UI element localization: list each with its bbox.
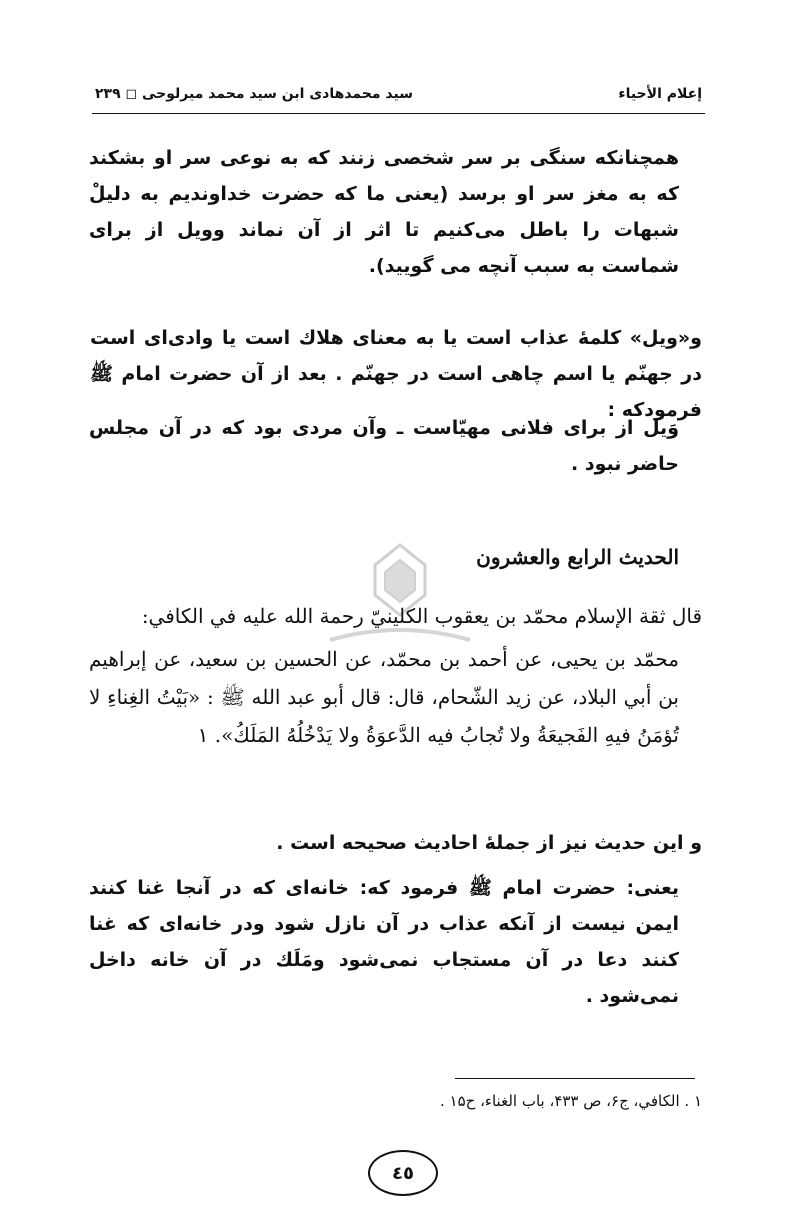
book-title: إعلام الأحياء (618, 86, 702, 102)
hadith-text: محمّد بن يحيى، عن أحمد بن محمّد، عن الحسين بن سعيد، عن إبراهيم بن أبي البلاد، عن زيد الشّحام، قال: قال أبو عبد الله ﷺ : «بَيْتُ الغِناءِ لا تُؤمَنُ فيهِ الفَجيعَةُ ولا تُجابُ فيه الدَّعوَةُ ولا يَدْخُلُهُ المَلَكُ». ١ (89, 647, 679, 747)
paragraph-3: وَیل از برای فلانی مهیّاست ـ وآن مردی بود که در آن مجلس حاضر نبود . (89, 417, 679, 475)
paragraph-4: و این حدیث نیز از جملهٔ احادیث صحیحه است . (276, 832, 702, 854)
header-divider (92, 113, 705, 114)
page-number: ٤٥ (368, 1150, 438, 1196)
paragraph-1: همچنانکه سنگی بر سر شخصی زنند که به نوعی سر او بشکند که به مغز سر او برسد (یعنی ما که حضرت خداوندیم به دلیلْ شبهات را باطل می‌کنیم تا اثر از آن نماند وویل از برای شماست به سبب آنچه می گویید). (89, 147, 679, 277)
hadith-title: الحديث الرابع والعشرون (476, 545, 679, 569)
paragraph-5: یعنی: حضرت امام ﷺ فرمود که: خانه‌ای که در آنجا غنا کنند ایمن نیست از آنکه عذاب در آن نازل شود ودر خانه‌ای که غنا کنند دعا در آن مستجاب نمی‌شود ومَلَك در آن خانه داخل نمی‌شود . (89, 877, 679, 1007)
author-line: سيد محمدهادی ابن سيد محمد ميرلوحی ◻ ۲۳۹ (95, 86, 413, 102)
hadith-intro: قال ثقة الإسلام محمّد بن يعقوب الكلينيّ رحمة الله عليه في الكافي: (141, 604, 702, 628)
footnote-divider (455, 1078, 695, 1079)
footnote: ١ . الكافي، ج۶، ص ۴۳۳، باب الغناء، ح۱۵ . (439, 1092, 702, 1110)
running-header (95, 80, 702, 112)
paragraph-2: و«ویل» کلمهٔ عذاب است یا به معنای هلاك است یا وادی‌ای است در جهنّم یا اسم چاهی است در جهنّم . بعد از آن حضرت امام ﷺ فرمودکه : (90, 327, 702, 421)
